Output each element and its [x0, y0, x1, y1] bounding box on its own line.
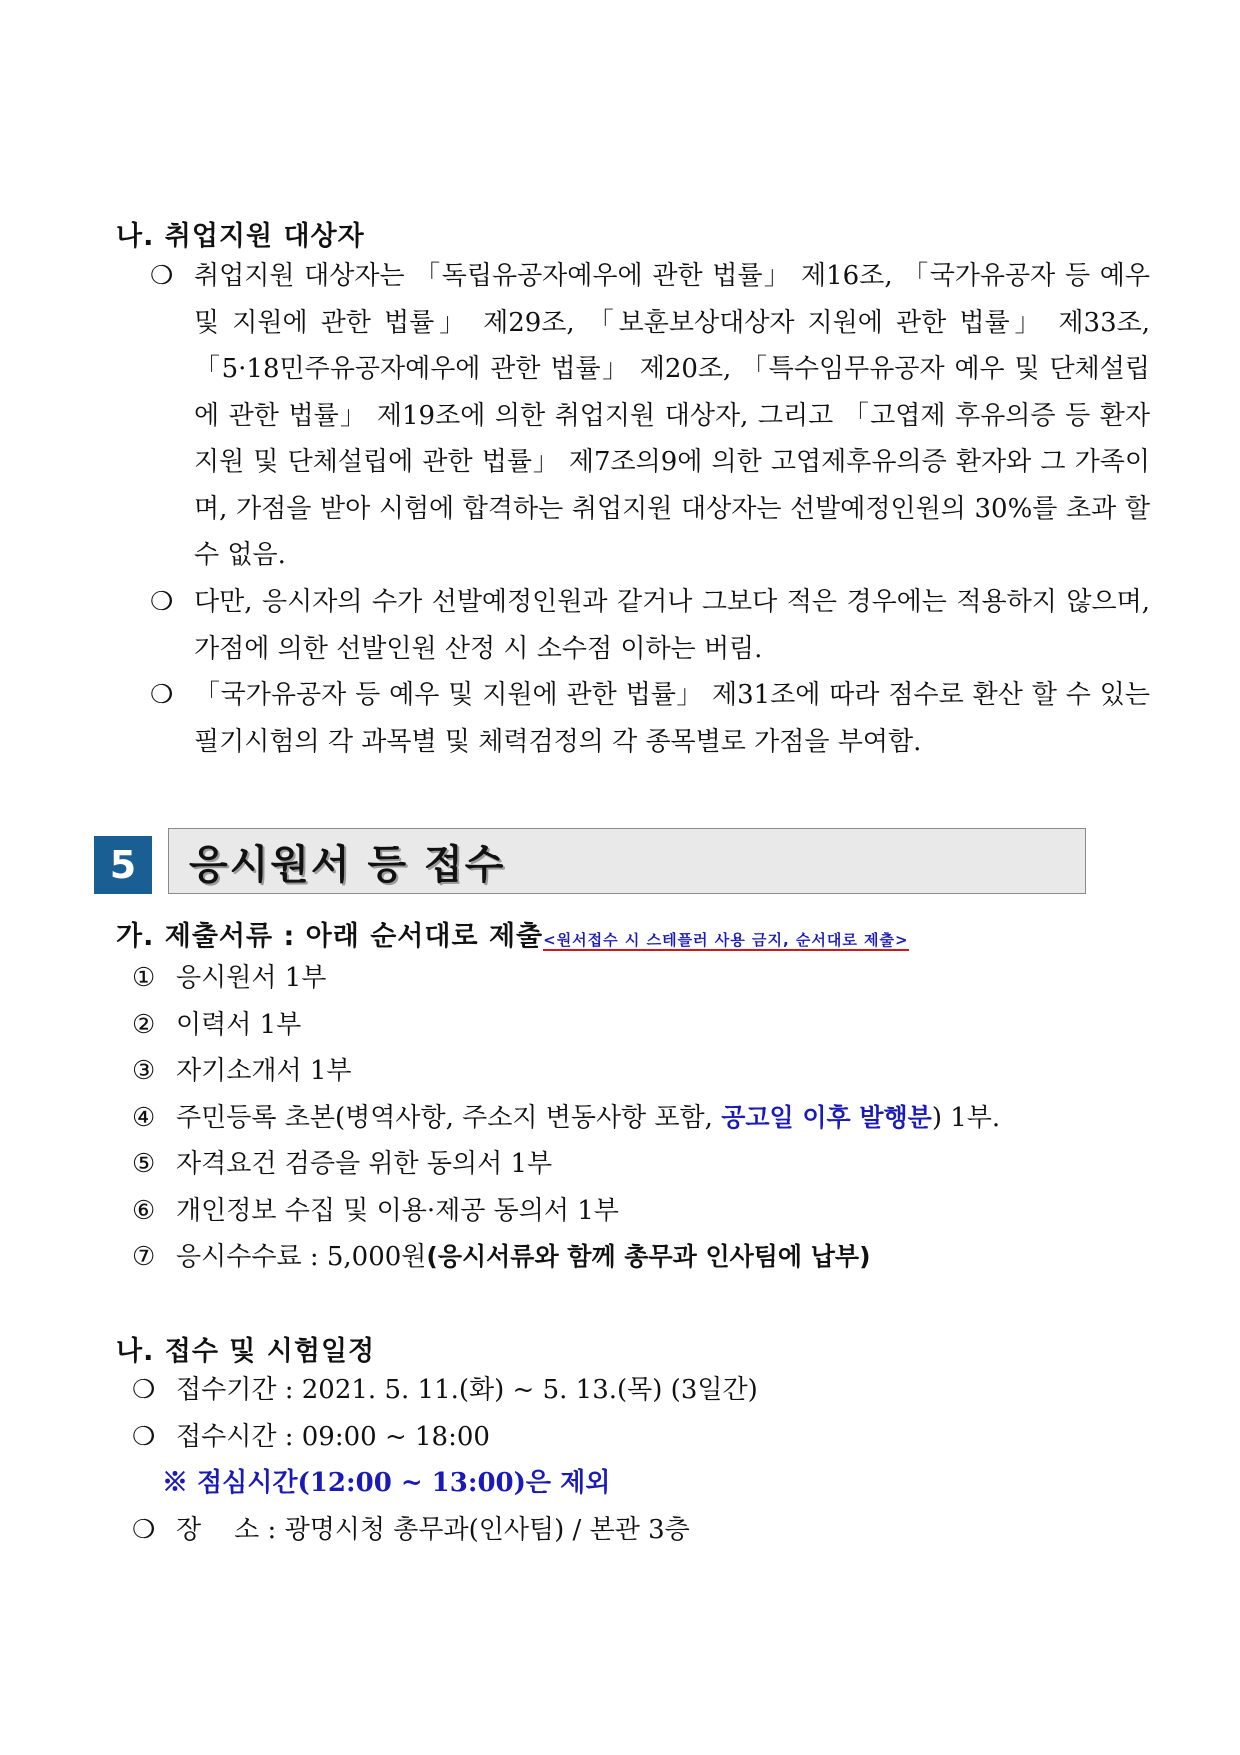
item-text: 이력서 1부: [176, 1009, 302, 1040]
item-number: ⑦: [132, 1242, 156, 1272]
item-text: 응시원서 1부: [176, 963, 327, 993]
section-heading-schedule: 나. 접수 및 시험일정: [116, 1336, 376, 1367]
item-number: ④: [132, 1102, 156, 1133]
item-highlight: 공고일 이후 발행분: [721, 1102, 932, 1132]
item-text: 자격요건 검증을 위한 동의서 1부: [176, 1149, 553, 1179]
paragraph-text: 다만, 응시자의 수가 선발예정인원과 같거나 그보다 적은 경우에는 적용하지 않으며, 가점에 의한 선발인원 산정 시 소수점 이하는 버림.: [194, 587, 1150, 664]
documents-heading-text: 가. 제출서류 : 아래 순서대로 제출: [116, 921, 544, 952]
bullet-circle-icon: ❍: [150, 680, 174, 710]
bullet-circle-icon: ❍: [132, 1375, 156, 1405]
schedule-row: [132, 1367, 758, 1414]
section-title-banner: [168, 828, 1086, 894]
schedule-row: [132, 1507, 758, 1554]
list-item: [132, 1141, 1000, 1188]
list-item: [132, 1048, 1000, 1095]
paragraph-text: 「국가유공자 등 예우 및 지원에 관한 법률」 제31조에 따라 점수로 환산 할 수 있는 필기시험의 각 과목별 및 체력검정의 각 종목별로 가점을 부여함.: [194, 680, 1150, 757]
paragraph-text: 취업지원 대상자는 「독립유공자예우에 관한 법률」 제16조, 「국가유공자 등 예우 및 지원에 관한 법률」 제29조, 「보훈보상대상자 지원에 관한 법률」 제33조, 「5·18민주유공자예우에 관한 법률」 제20조, 「특수임무유공자 예우 및 단체설립에 관한 법률」 제19조에 의한 취업지원 대상자, 그리고 「고엽제 후유의증 등 환자지원 및 단체설립에 관한 법률」 제7조의9에 의한 고엽제후유의증 환자와 그 가족이며, 가점을 받아 시험에 합격하는 취업지원 대상자는 선발예정인원의 30%를 초과 할 수 없음.: [194, 261, 1150, 570]
item-number: ⑤: [132, 1149, 156, 1179]
item-text: 응시수수료 : 5,000원: [176, 1242, 427, 1272]
documents-note: <원서접수 시 스테플러 사용 금지, 순서대로 제출>: [543, 931, 909, 949]
bullet-circle-icon: ❍: [132, 1514, 156, 1545]
section-heading-documents: [116, 914, 909, 953]
item-text: 자기소개서 1부: [176, 1056, 352, 1086]
bullet-circle-icon: ❍: [150, 587, 174, 617]
paragraph-exception: [150, 579, 1150, 672]
item-text: 개인정보 수집 및 이용·제공 동의서 1부: [176, 1195, 619, 1226]
item-number: ①: [132, 963, 156, 993]
lunch-note: ※ 점심시간(12:00 ~ 13:00)은 제외: [162, 1468, 611, 1498]
schedule-text: 접수시간 : 09:00 ~ 18:00: [176, 1421, 490, 1452]
item-number: ⑥: [132, 1195, 156, 1226]
section-number-badge: 5: [94, 836, 152, 894]
schedule-text: 장 소 : 광명시청 총무과(인사팀) / 본관 3층: [176, 1514, 690, 1545]
list-item: [132, 1095, 1000, 1142]
bullet-circle-icon: ❍: [150, 261, 174, 291]
bullet-circle-icon: ❍: [132, 1421, 156, 1452]
section-heading-employment-support: 나. 취업지원 대상자: [116, 221, 365, 252]
list-item: [132, 1234, 1000, 1281]
item-bold-note: (응시서류와 함께 총무과 인사팀에 납부): [426, 1242, 871, 1271]
schedule-row: [132, 1414, 758, 1461]
item-number: ③: [132, 1056, 156, 1086]
documents-list: [132, 955, 1000, 1281]
list-item: [132, 955, 1000, 1002]
item-tail: ) 1부.: [931, 1102, 1001, 1133]
list-item: [132, 1002, 1000, 1049]
section-title: 응시원서 등 접수: [189, 842, 506, 888]
item-text: 주민등록 초본(병역사항, 주소지 변동사항 포함,: [176, 1102, 722, 1133]
paragraph-employment-support-targets: [150, 253, 1150, 579]
item-number: ②: [132, 1009, 156, 1040]
paragraph-bonus-points: [150, 672, 1150, 765]
schedule-list: [132, 1367, 758, 1553]
schedule-text: 접수기간 : 2021. 5. 11.(화) ~ 5. 13.(목) (3일간): [176, 1375, 758, 1405]
list-item: [132, 1188, 1000, 1235]
